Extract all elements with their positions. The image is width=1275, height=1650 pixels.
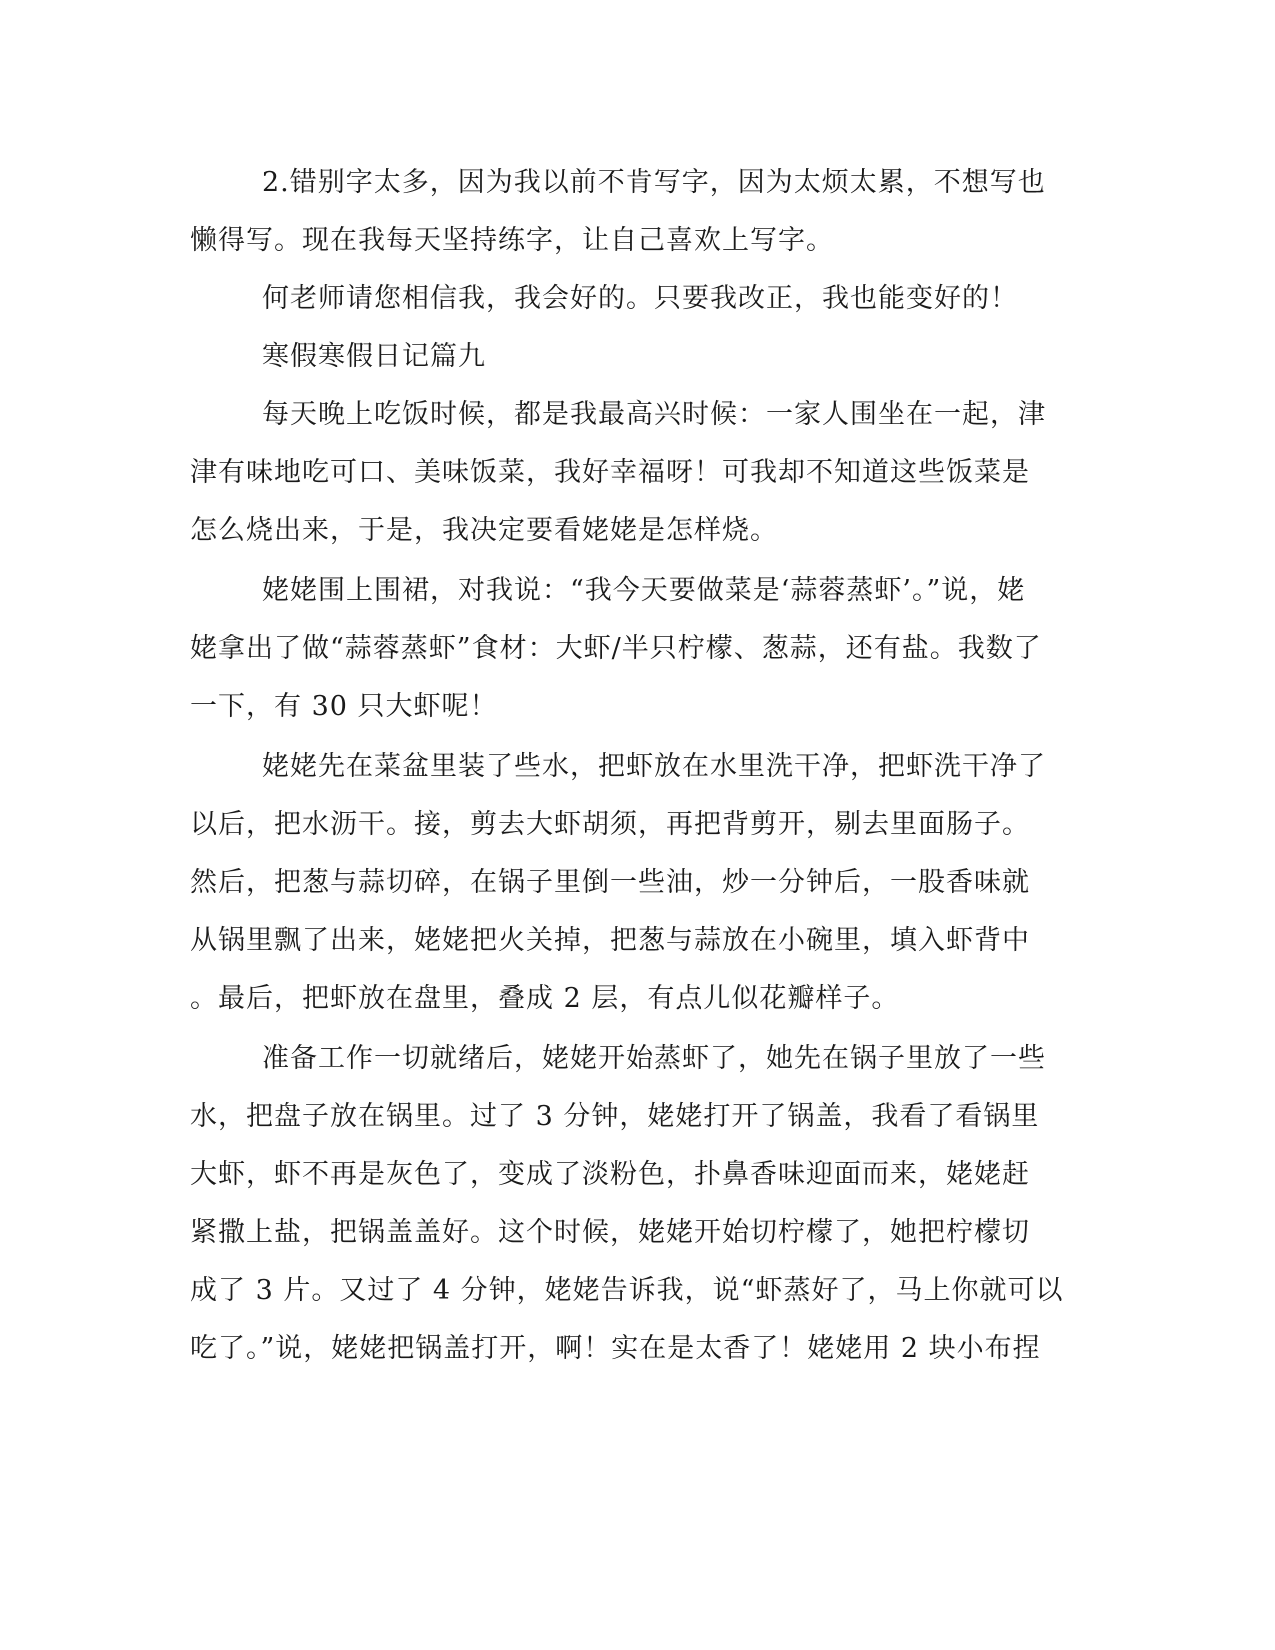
paragraph-line: 从锅里飘了出来，姥姥把火关掉，把葱与蒜放在小碗里，填入虾背中: [190, 925, 1030, 956]
paragraph-line: 每天晚上吃饭时候，都是我最高兴时候：一家人围坐在一起，津: [262, 399, 1046, 430]
paragraph-line: 水，把盘子放在锅里。过了 3 分钟，姥姥打开了锅盖，我看了看锅里: [190, 1101, 1040, 1132]
section-heading: 寒假寒假日记篇九: [262, 341, 486, 372]
paragraph-line: 准备工作一切就绪后，姥姥开始蒸虾了，她先在锅子里放了一些: [262, 1043, 1046, 1074]
paragraph-line: 大虾，虾不再是灰色了，变成了淡粉色，扑鼻香味迎面而来，姥姥赶: [190, 1159, 1030, 1190]
paragraph-line: 以后，把水沥干。接，剪去大虾胡须，再把背剪开，剔去里面肠子。: [190, 809, 1030, 840]
paragraph-line: 懒得写。现在我每天坚持练字，让自己喜欢上写字。: [190, 225, 834, 256]
paragraph-line: 然后，把葱与蒜切碎，在锅子里倒一些油，炒一分钟后，一股香味就: [190, 867, 1030, 898]
paragraph-line: 吃了。”说，姥姥把锅盖打开，啊！实在是太香了！姥姥用 2 块小布捏: [190, 1333, 1041, 1364]
paragraph-line: 姥拿出了做“蒜蓉蒸虾”食材：大虾/半只柠檬、葱蒜，还有盐。我数了: [190, 633, 1042, 664]
paragraph-line: 姥姥先在菜盆里装了些水，把虾放在水里洗干净，把虾洗干净了: [262, 751, 1046, 782]
paragraph-line: 何老师请您相信我，我会好的。只要我改正，我也能变好的！: [262, 283, 1018, 314]
paragraph-line: 姥姥围上围裙，对我说：“我今天要做菜是‘蒜蓉蒸虾’。”说，姥: [262, 575, 1026, 606]
paragraph-line: 怎么烧出来，于是，我决定要看姥姥是怎样烧。: [190, 515, 778, 546]
paragraph-line: 成了 3 片。又过了 4 分钟，姥姥告诉我，说“虾蒸好了，马上你就可以: [190, 1275, 1064, 1306]
paragraph-line: 2.错别字太多，因为我以前不肯写字，因为太烦太累，不想写也: [262, 167, 1046, 198]
paragraph-line: 津有味地吃可口、美味饭菜，我好幸福呀！可我却不知道这些饭菜是: [190, 457, 1030, 488]
paragraph-line: 紧撒上盐，把锅盖盖好。这个时候，姥姥开始切柠檬了，她把柠檬切: [190, 1217, 1030, 1248]
paragraph-line: 一下，有 30 只大虾呢！: [190, 691, 498, 722]
paragraph-line: 。最后，把虾放在盘里，叠成 2 层，有点儿似花瓣样子。: [190, 983, 900, 1014]
